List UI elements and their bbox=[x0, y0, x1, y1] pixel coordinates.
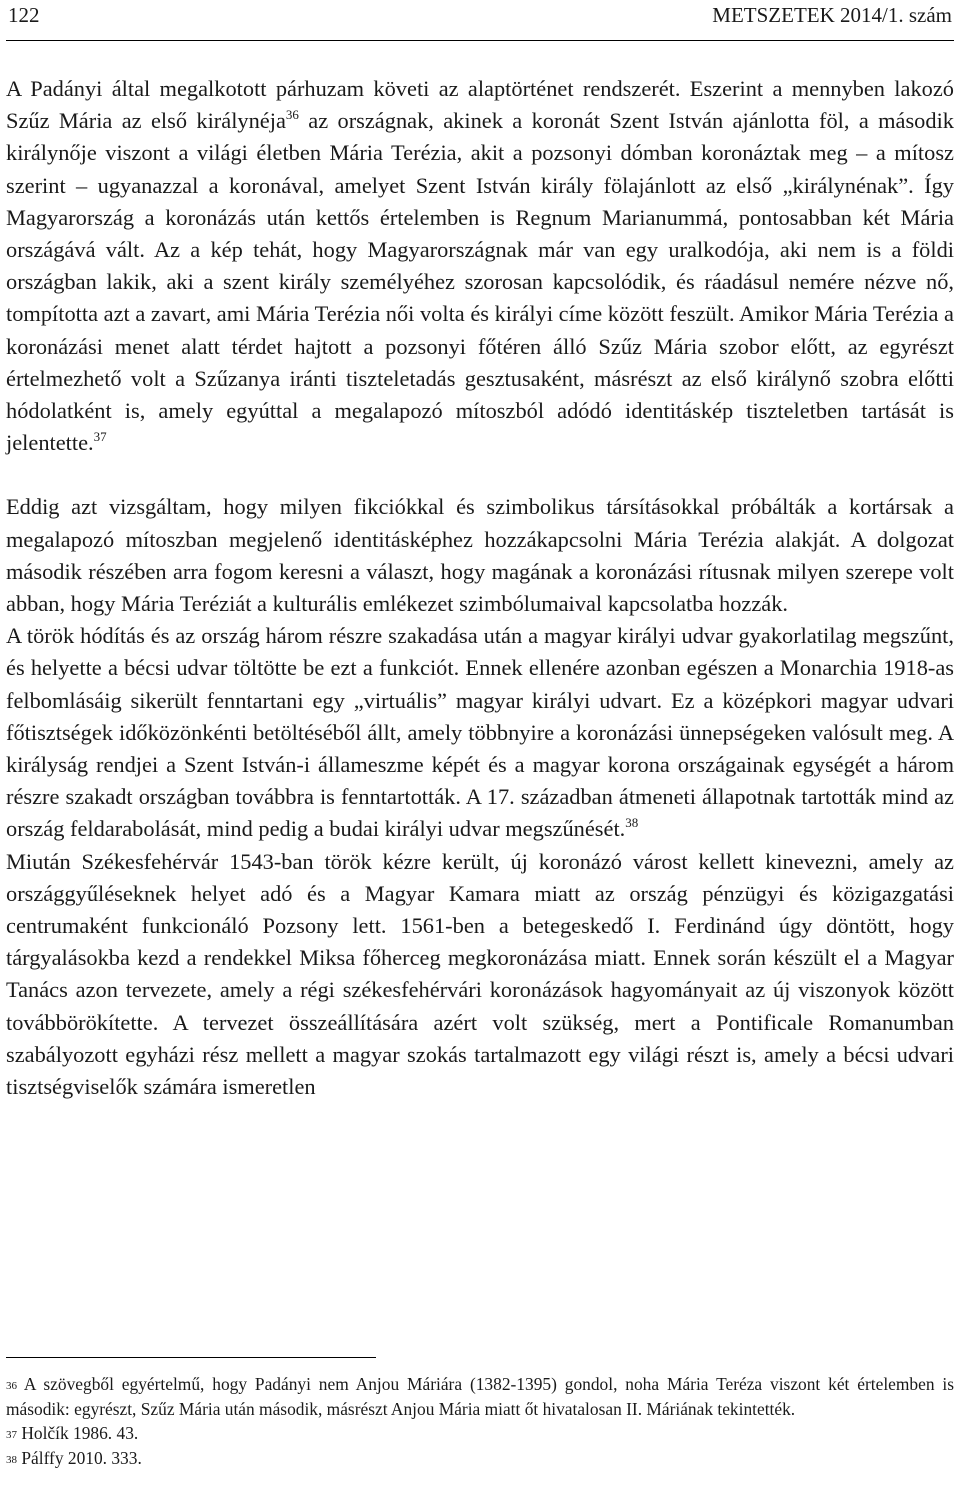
running-header bbox=[6, 0, 954, 41]
paragraph bbox=[6, 846, 954, 1104]
footnote bbox=[6, 1372, 954, 1421]
footnote-reference[interactable]: 36 bbox=[285, 107, 299, 123]
paragraph-text: Eddig azt vizsgáltam, hogy milyen fikciókkal és szimbolikus társításokkal próbálták a kortársak a megalapozó mítoszban megjelenő identitásképhez hozzákapcsolni Mária Terézia alakját. A dolgozat második részében arra fogom keresni a választ, hogy magának a koronázási rítusnak milyen szerepe volt abban, hogy Mária Teréziát a kulturális emlékezet szimbólumaival kapcsolatba hozzák. bbox=[6, 494, 954, 617]
footnote-reference[interactable]: 38 bbox=[625, 815, 639, 831]
footnote-reference[interactable]: 37 bbox=[93, 429, 107, 445]
paragraph-text: A török hódítás és az ország három részre szakadása után a magyar királyi udvar gyakorlatilag megszűnt, és helyette a bécsi udvar töltötte be ezt a funkciót. Ennek ellenére azonban egészen a Monarchia 1918-as felbomlásáig sikerült fenntartani egy „virtuális” magyar királyi udvart. Ez a középkori magyar udvari főtisztségek időközönkénti betöltéséből állt, amely többnyire a koronázási ünnepségeken valósult meg. A királyság rendjei a Szent István-i állameszme képét és a magyar korona országainak egységét a három részre szakadt országban továbbra is fenntartották. A 17. században átmeneti állapotnak tartották mind az ország feldarabolását, mind pedig a budai királyi udvar megszűnését. bbox=[6, 623, 954, 842]
footnote-text: Holčík 1986. 43. bbox=[17, 1423, 139, 1444]
footnote-number: 36 bbox=[6, 1380, 17, 1392]
footnote-separator bbox=[6, 1357, 376, 1358]
footnote-number: 38 bbox=[6, 1453, 17, 1466]
footnote-text: A szövegből egyértelmű, hogy Padányi nem Anjou Máriára (1382-1395) gondol, noha Mária Teréza viszont két értelemben is második: egyrészt, Szűz Mária után második, másrészt Anjou Mária miatt őt hivatalosan II. Máriának tekintették. bbox=[6, 1374, 954, 1419]
paragraph bbox=[6, 73, 954, 459]
paragraph-text: az országnak, akinek a koronát Szent István ajánlotta föl, a második királynője viszont a világi életben Mária Terézia, akit a pozsonyi dómban koronáztak meg – a mítosz szerint – ugyanazzal a koronával, amelyet Szent István király fölajánlott az első „királynénak”. Így Magyarország a koronázás után kettős értelemben is Regnum Marianummá, pontosabban két Mária országává vált. Az a kép tehát, hogy Magyarországnak már van egy uralkodója, aki nem is a földi országban lakik, aki a szent király személyéhez szorosan kapcsolódik, és ráadásul nemére nézve nő, tompította azt a zavart, ami Mária Terézia női volta és királyi címe között feszült. Amikor Mária Terézia a koronázási menet alatt térdet hajtott a pozsonyi főtéren álló Szűz Mária szobor előtt, az egyrészt értelmezhető volt a Szűzanya iránti tiszteletadás gesztusaként, másrészt az első királynő szobra előtti hódolatként is, amely egyúttal a megalapozó mítoszból adódó identitáskép tiszteletben tartását is jelentette. bbox=[6, 108, 954, 456]
paragraph-text: Miután Székesfehérvár 1543-ban török kézre került, új koronázó várost kellett kinevezni, amely az országgyűléseknek helyet adó és a Magyar Kamara miatt az ország pénzügyi és közigazgatási centrumaként funkcionáló Pozsony lett. 1561-ben a betegeskedő I. Ferdinánd úgy döntött, hogy tárgyalásokba kezd a rendekkel Miksa főherceg megkoronázása miatt. Ennek során készült el a Magyar Tanács azon tervezete, amely a régi székesfehérvári koronázások hagyományait az új viszonyok között továbbörökítette. A tervezet összeállítására azért volt szükség, mert a Pontificale Romanumban szabályozott egyházi rész mellett a magyar szokás tartalmazott egy világi részt is, amely a bécsi udvari tisztségviselők számára ismeretlen bbox=[6, 848, 954, 1100]
footnotes bbox=[6, 1357, 954, 1470]
paragraph bbox=[6, 491, 954, 620]
paragraph-text: A Padányi által megalkotott párhuzam követi az alaptörténet rendszerét. Eszerint a mennyben lakozó Szűz Mária az első királynéja bbox=[6, 76, 954, 134]
document-page bbox=[6, 0, 954, 1468]
footnote bbox=[6, 1446, 954, 1471]
body-text bbox=[6, 73, 954, 1103]
journal-title: METSZETEK 2014/1. szám bbox=[712, 3, 952, 27]
footnote-text: Pálffy 2010. 333. bbox=[17, 1447, 142, 1468]
paragraph bbox=[6, 620, 954, 845]
page-number: 122 bbox=[8, 3, 40, 27]
footnote-number: 37 bbox=[6, 1429, 17, 1442]
footnote bbox=[6, 1421, 954, 1446]
footnote-list bbox=[6, 1372, 954, 1470]
